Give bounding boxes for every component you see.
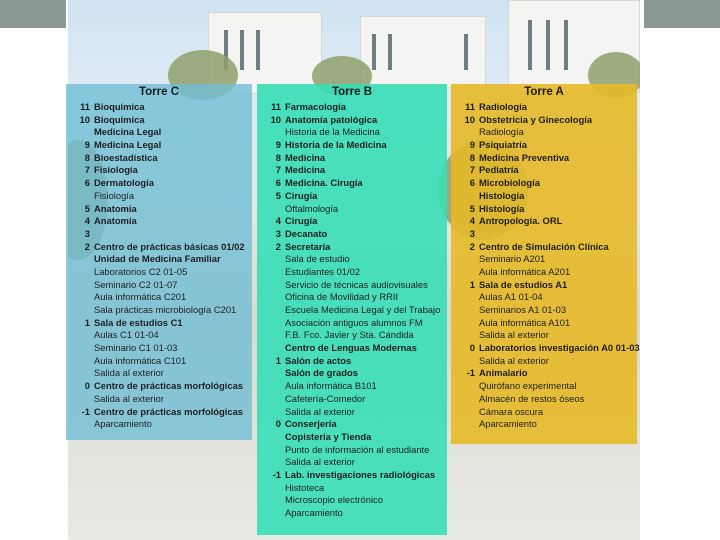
floor-department: Aparcamiento — [479, 418, 537, 430]
floor-department: Medicina. Cirugía — [285, 177, 363, 189]
floor-row — [66, 114, 252, 127]
floor-department: Historia de la Medicina — [285, 126, 380, 138]
floor-department: Salón de grados — [285, 367, 358, 379]
floor-row — [257, 241, 447, 254]
floor-department: Anatomía — [94, 202, 137, 214]
floor-row — [257, 279, 447, 292]
floor-department: Escuela Medicina Legal y del Trabajo — [285, 304, 441, 315]
floor-number: 3 — [469, 227, 475, 239]
floor-row — [257, 367, 447, 380]
floor-row — [257, 418, 447, 431]
floor-department: Seminario C1 01-03 — [94, 342, 178, 354]
floor-row — [257, 469, 447, 482]
floor-department: Aula informática A101 — [479, 316, 571, 328]
floor-number: 11 — [271, 101, 281, 112]
floor-row — [66, 418, 252, 431]
tower-b-title: Torre B — [331, 86, 373, 98]
floor-department: Oficina de Movilidad y RRII — [285, 291, 399, 303]
floor-row — [257, 304, 447, 317]
floor-row — [66, 215, 252, 228]
floor-department: Salida al exterior — [285, 456, 355, 468]
floor-row — [451, 190, 637, 203]
floor-row — [257, 177, 447, 190]
floor-department: Aula informática C201 — [94, 291, 187, 303]
floor-department: Salida al exterior — [94, 392, 164, 404]
floor-number: 0 — [84, 380, 90, 392]
floor-department: Centro de Simulación Clínica — [479, 240, 609, 252]
tower-b-floor-list — [257, 101, 447, 520]
floor-number: 9 — [275, 139, 281, 151]
floor-department: Centro de Lenguas Modernas — [285, 342, 417, 354]
floor-department: Aula informática A201 — [479, 265, 571, 277]
floor-department: Copistería y Tienda — [285, 430, 372, 442]
building-window — [464, 34, 468, 70]
floor-department: Medicina Preventiva — [479, 151, 570, 163]
building-window — [388, 34, 392, 70]
floor-department: Psiquiatría — [479, 139, 527, 151]
floor-department: F.B. Fco. Javier y Sta. Cándida — [285, 329, 414, 341]
floor-number: -1 — [466, 367, 475, 379]
floor-department: Punto de información al estudiante — [285, 443, 430, 455]
floor-row — [451, 329, 637, 342]
floor-row — [451, 164, 637, 177]
floor-number: 0 — [275, 418, 281, 430]
floor-row — [66, 152, 252, 165]
floor-row — [257, 431, 447, 444]
building-window — [256, 30, 260, 70]
floor-row — [66, 291, 252, 304]
floor-department: Anatomía patológica — [285, 113, 378, 125]
floor-department: Histoteca — [285, 481, 325, 493]
floor-row — [451, 317, 637, 330]
floor-department: Bioquímica — [94, 101, 145, 112]
floor-row — [257, 164, 447, 177]
floor-number: 3 — [275, 227, 281, 239]
floor-department: Animalario — [479, 367, 528, 379]
floor-row — [451, 177, 637, 190]
floor-department: Secretaría — [285, 240, 331, 252]
floor-row — [66, 177, 252, 190]
floor-row — [451, 241, 637, 254]
tower-a-floor-list — [451, 101, 640, 431]
building-window — [528, 20, 532, 70]
floor-department: Histología — [479, 202, 525, 214]
floor-row — [257, 139, 447, 152]
floor-row — [451, 101, 637, 114]
floor-number: 5 — [84, 202, 90, 214]
tower-b-panel — [257, 84, 447, 535]
floor-row — [66, 139, 252, 152]
floor-number: -1 — [272, 468, 281, 480]
floor-department: Fisiología — [94, 189, 135, 201]
floor-number: 11 — [465, 101, 475, 112]
floor-row — [66, 342, 252, 355]
floor-department: Historia de la Medicina — [285, 139, 387, 151]
floor-row — [66, 380, 252, 393]
tower-c-title: Torre C — [138, 86, 180, 98]
floor-department: Bioestadística — [94, 151, 158, 163]
floor-row — [257, 266, 447, 279]
floor-department: Centro de prácticas morfológicas — [94, 405, 243, 417]
floor-number: 1 — [84, 316, 90, 328]
tower-a-panel — [451, 84, 640, 444]
floor-number: 2 — [275, 240, 281, 252]
floor-department: Salida al exterior — [94, 367, 164, 379]
floor-row — [66, 164, 252, 177]
floor-department: Laboratorios investigación A0 01-03 — [479, 342, 640, 354]
floor-row — [257, 482, 447, 495]
floor-row — [451, 279, 637, 292]
floor-department: Centro de prácticas básicas 01/02 — [94, 240, 245, 252]
floor-row — [451, 126, 637, 139]
floor-row — [66, 241, 252, 254]
floor-department: Fisiología — [94, 164, 138, 176]
floor-number: 6 — [275, 177, 281, 189]
floor-department: Microbiología — [479, 177, 540, 189]
floor-row — [257, 342, 447, 355]
slide-top-bar-right — [644, 0, 720, 28]
floor-department: Almacén de restos óseos — [479, 392, 585, 404]
floor-row — [257, 203, 447, 216]
floor-department: Aula informática B101 — [285, 380, 377, 392]
floor-row — [451, 114, 637, 127]
floor-department: Aparcamiento — [94, 418, 152, 430]
floor-department: Medicina — [285, 151, 326, 163]
building-window — [240, 30, 244, 70]
floor-department: Medicina Legal — [94, 139, 162, 151]
floor-row — [257, 406, 447, 419]
tower-c-panel — [66, 84, 252, 440]
floor-row — [451, 253, 637, 266]
floor-row — [451, 139, 637, 152]
floor-row — [257, 317, 447, 330]
floor-department: Sala de estudio — [285, 253, 350, 265]
floor-row — [66, 190, 252, 203]
floor-row — [257, 215, 447, 228]
floor-number: 0 — [469, 342, 475, 354]
floor-row — [66, 393, 252, 406]
floor-row — [257, 126, 447, 139]
floor-row — [66, 329, 252, 342]
floor-number: 9 — [469, 139, 475, 151]
floor-row — [257, 291, 447, 304]
floor-row — [257, 507, 447, 520]
floor-number: 6 — [469, 177, 475, 189]
floor-number: 10 — [464, 113, 475, 125]
floor-department: Aulas C1 01-04 — [94, 329, 159, 341]
floor-department: Sala de estudios C1 — [94, 316, 183, 328]
floor-department: Histología — [479, 189, 525, 201]
floor-row — [257, 456, 447, 469]
floor-department: Radiología — [479, 126, 524, 138]
floor-row — [257, 355, 447, 368]
floor-row — [451, 291, 637, 304]
floor-row — [66, 355, 252, 368]
floor-row — [451, 380, 637, 393]
floor-number: 2 — [84, 240, 90, 252]
floor-number: 6 — [84, 177, 90, 189]
floor-number: 10 — [79, 113, 90, 125]
floor-row — [66, 126, 252, 139]
floor-row — [257, 114, 447, 127]
floor-row — [451, 418, 637, 431]
floor-row — [66, 228, 252, 241]
floor-row — [257, 329, 447, 342]
floor-department: Oftalmología — [285, 202, 339, 214]
floor-department: Salón de actos — [285, 354, 352, 366]
floor-department: Pediatría — [479, 164, 519, 176]
floor-number: 4 — [469, 215, 475, 227]
floor-department: Aula informática C101 — [94, 354, 187, 366]
floor-number: 7 — [469, 164, 475, 176]
floor-number: 11 — [80, 101, 90, 112]
floor-department: Sala prácticas microbiología C201 — [94, 304, 237, 315]
floor-department: Lab. investigaciones radiológicas — [285, 468, 436, 480]
floor-row — [451, 367, 637, 380]
building-window — [546, 20, 550, 70]
floor-number: -1 — [81, 405, 90, 417]
floor-row — [257, 228, 447, 241]
floor-department: Servicio de técnicas audiovisuales — [285, 278, 428, 290]
floor-row — [257, 152, 447, 165]
floor-department: Centro de prácticas morfológicas — [94, 380, 243, 392]
floor-number: 2 — [469, 240, 475, 252]
floor-row — [451, 342, 640, 355]
floor-row — [66, 203, 252, 216]
tower-c-floor-list — [66, 101, 252, 431]
floor-department: Asociación antiguos alumnos FM — [285, 316, 423, 328]
floor-department: Unidad de Medicina Familiar — [94, 253, 221, 265]
floor-row — [257, 494, 447, 507]
floor-department: Cámara oscura — [479, 405, 544, 417]
floor-row — [257, 101, 447, 114]
floor-department: Seminario A201 — [479, 253, 546, 265]
floor-number: 4 — [275, 215, 281, 227]
floor-row — [66, 101, 252, 114]
floor-number: 8 — [275, 151, 281, 163]
floor-number: 8 — [84, 151, 90, 163]
floor-number: 5 — [469, 202, 475, 214]
floor-row — [66, 304, 252, 317]
floor-department: Farmacología — [285, 101, 346, 112]
floor-department: Radiología — [479, 101, 527, 112]
floor-row — [451, 266, 637, 279]
floor-row — [451, 215, 637, 228]
floor-number: 7 — [84, 164, 90, 176]
floor-row — [257, 393, 447, 406]
floor-department: Bioquímica — [94, 113, 145, 125]
floor-department: Sala de estudios A1 — [479, 278, 568, 290]
floor-department: Salida al exterior — [285, 405, 355, 417]
floor-row — [257, 190, 447, 203]
floor-department: Cirugía — [285, 215, 318, 227]
floor-department: Estudiantes 01/02 — [285, 265, 361, 277]
floor-row — [66, 317, 252, 330]
floor-department: Conserjería — [285, 418, 337, 430]
floor-number: 10 — [270, 113, 281, 125]
floor-row — [451, 406, 637, 419]
slide-top-bar-left — [0, 0, 66, 28]
floor-department: Anatomía — [94, 215, 137, 227]
floor-department: Cirugía — [285, 189, 318, 201]
floor-department: Seminarios A1 01-03 — [479, 304, 567, 315]
floor-department: Aulas A1 01-04 — [479, 291, 543, 303]
floor-department: Salida al exterior — [479, 329, 549, 341]
floor-department: Seminario C2 01-07 — [94, 278, 178, 290]
floor-row — [66, 367, 252, 380]
floor-row — [451, 152, 637, 165]
floor-department: Laboratorios C2 01-05 — [94, 265, 188, 277]
floor-number: 3 — [84, 227, 90, 239]
tower-a-title: Torre A — [524, 86, 564, 98]
floor-department: Dermatología — [94, 177, 154, 189]
floor-row — [66, 266, 252, 279]
floor-number: 5 — [275, 189, 281, 201]
floor-department: Quirófano experimental — [479, 380, 577, 392]
floor-row — [451, 304, 637, 317]
floor-row — [257, 253, 447, 266]
floor-department: Medicina Legal — [94, 126, 162, 138]
floor-department: Cafetería-Comedor — [285, 392, 366, 404]
floor-row — [66, 253, 252, 266]
floor-number: 1 — [469, 278, 475, 290]
floor-number: 8 — [469, 151, 475, 163]
floor-row — [451, 355, 637, 368]
floor-number: 9 — [84, 139, 90, 151]
floor-department: Microscopio electrónico — [285, 494, 383, 506]
floor-department: Salida al exterior — [479, 354, 549, 366]
floor-department: Medicina — [285, 164, 326, 176]
floor-department: Antropología. ORL — [479, 215, 563, 227]
building-window — [372, 34, 376, 70]
floor-row — [451, 228, 637, 241]
floor-row — [66, 279, 252, 292]
floor-department: Obstetricia y Ginecología — [479, 113, 593, 125]
building-window — [564, 20, 568, 70]
floor-row — [66, 406, 252, 419]
floor-row — [451, 393, 637, 406]
floor-row — [257, 444, 447, 457]
floor-number: 7 — [275, 164, 281, 176]
floor-number: 4 — [84, 215, 90, 227]
floor-department: Aparcamiento — [285, 507, 343, 518]
floor-department: Decanato — [285, 227, 328, 239]
floor-row — [257, 380, 447, 393]
floor-number: 1 — [275, 354, 281, 366]
floor-row — [451, 203, 637, 216]
